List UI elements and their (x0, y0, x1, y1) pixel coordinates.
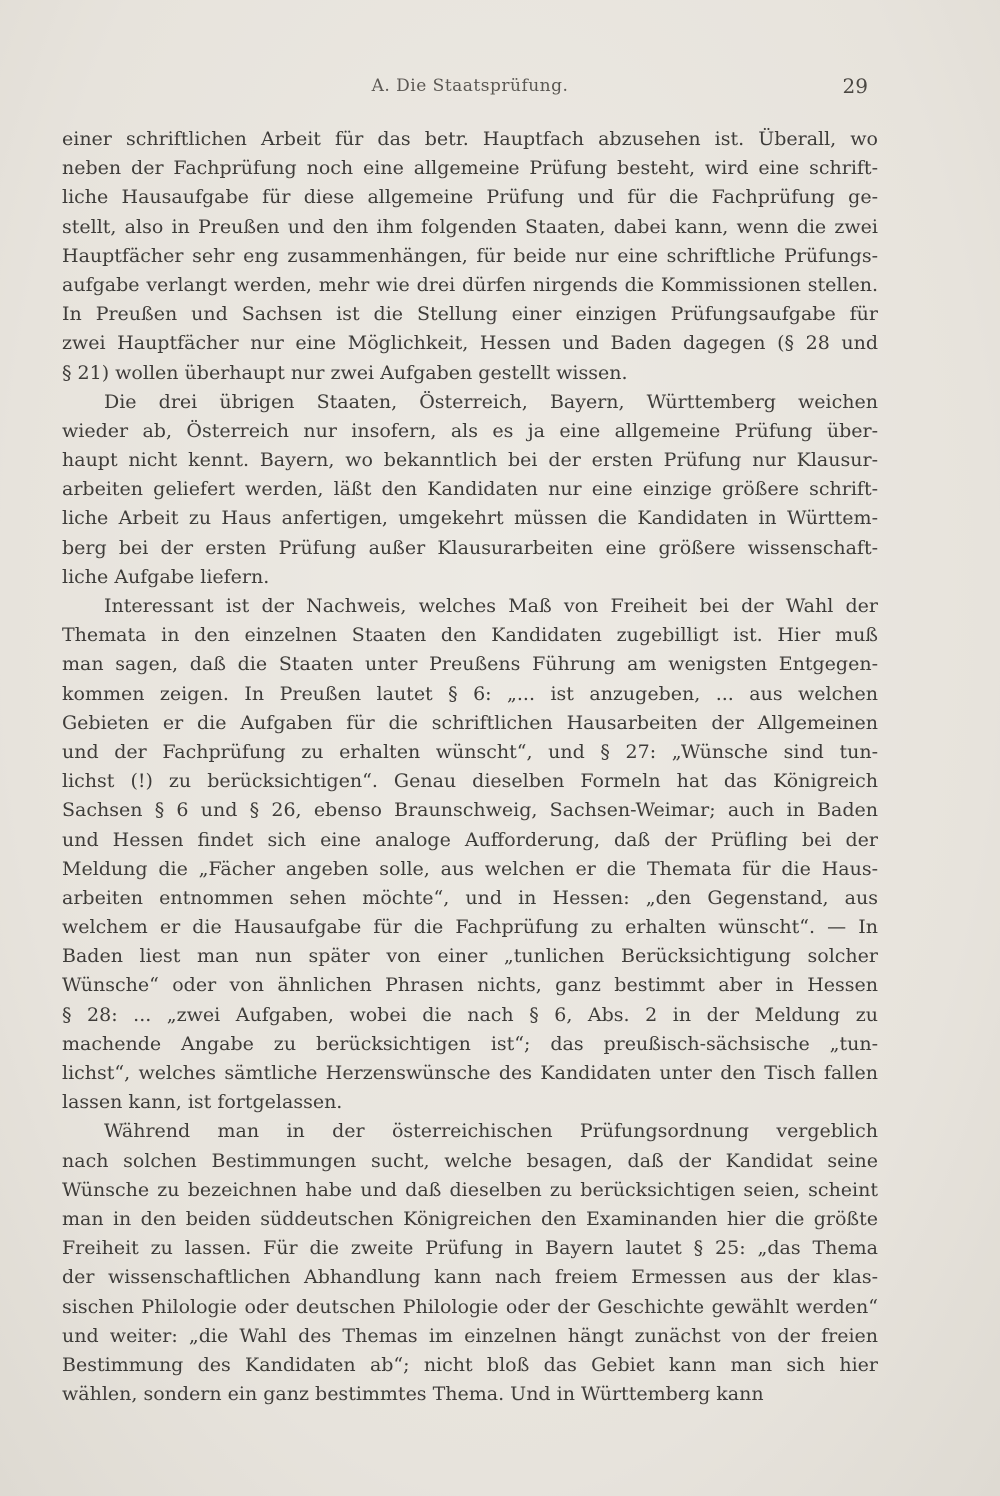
text-line: In Preußen und Sachsen ist die Stellung einer einzigen Prüfungsaufgabe für (62, 303, 878, 326)
text-line: sischen Philologie oder deutschen Philologie oder der Geschichte gewählt werden“ (62, 1295, 878, 1318)
text-line: stellt, also in Preußen und den ihm folgenden Staaten, dabei kann, wenn die zwei (62, 215, 878, 238)
text-line: der wissenschaftlichen Abhandlung kann nach freiem Ermessen aus der klas- (62, 1266, 878, 1289)
paragraph (62, 1117, 878, 1409)
text-line: zwei Hauptfächer nur eine Möglichkeit, Hessen und Baden dagegen (§ 28 und (62, 332, 878, 355)
text-line: lassen kann, ist fortgelassen. (62, 1091, 343, 1114)
text-line: machende Angabe zu berücksichtigen ist“; das preußisch-sächsische „tun- (62, 1032, 878, 1055)
text-line: arbeiten entnommen sehen möchte“, und in Hessen: „den Gegenstand, aus (62, 886, 878, 909)
body-text (62, 125, 878, 1409)
text-line: welchem er die Hausaufgabe für die Fachprüfung zu erhalten wünscht“. — In (62, 916, 878, 939)
text-line: kommen zeigen. In Preußen lautet § 6: „... ist anzugeben, ... aus welchen (62, 682, 878, 705)
text-line: berg bei der ersten Prüfung außer Klausurarbeiten eine größere wissenschaft- (62, 536, 878, 559)
text-line: Themata in den einzelnen Staaten den Kandidaten zugebilligt ist. Hier muß (62, 624, 878, 647)
text-line: Bestimmung des Kandidaten ab“; nicht bloß das Gebiet kann man sich hier (62, 1353, 878, 1376)
text-line: einer schriftlichen Arbeit für das betr. Hauptfach abzusehen ist. Überall, wo (62, 128, 878, 150)
running-title: A. Die Staatsprüfung. (371, 76, 569, 96)
text-line: § 28: ... „zwei Aufgaben, wobei die nach § 6, Abs. 2 in der Meldung zu (62, 1003, 878, 1026)
text-line: aufgabe verlangt werden, mehr wie drei dürfen nirgends die Kommissionen stellen. (62, 273, 878, 296)
text-line: neben der Fachprüfung noch eine allgemeine Prüfung besteht, wird eine schrift- (62, 157, 878, 180)
text-line: Während man in der österreichischen Prüfungsordnung vergeblich (104, 1120, 878, 1143)
text-line: Interessant ist der Nachweis, welches Maß von Freiheit bei der Wahl der (104, 595, 878, 617)
paragraph (62, 125, 878, 388)
text-line: man sagen, daß die Staaten unter Preußens Führung am wenigsten Entgegen- (62, 653, 878, 676)
text-line: lichst“, welches sämtliche Herzenswünsche des Kandidaten unter den Tisch fallen (62, 1062, 878, 1084)
text-line: arbeiten geliefert werden, läßt den Kandidaten nur eine einzige größere schrift- (62, 478, 878, 501)
text-line: wählen, sondern ein ganz bestimmtes Thema. Und in Württemberg kann (62, 1383, 764, 1406)
text-line: und der Fachprüfung zu erhalten wünscht“, und § 27: „Wünsche sind tun- (62, 740, 878, 763)
running-head (62, 76, 878, 104)
text-line: wieder ab, Österreich nur insofern, als es ja eine allgemeine Prüfung über- (62, 419, 878, 442)
paragraph (62, 592, 878, 1117)
paragraph (62, 388, 878, 592)
text-line: und weiter: „die Wahl des Themas im einzelnen hängt zunächst von der freien (62, 1324, 878, 1347)
text-line: Hauptfächer sehr eng zusammenhängen, für beide nur eine schriftliche Prüfungs- (62, 244, 878, 267)
text-line: Wünsche“ oder von ähnlichen Phrasen nichts, ganz bestimmt aber in Hessen (62, 974, 878, 997)
text-line: haupt nicht kennt. Bayern, wo bekanntlich bei der ersten Prüfung nur Klausur- (62, 449, 878, 472)
text-line: Baden liest man nun später von einer „tunlichen Berücksichtigung solcher (62, 945, 878, 968)
text-line: lichst (!) zu berücksichtigen“. Genau dieselben Formeln hat das Königreich (62, 770, 878, 793)
text-line: man in den beiden süddeutschen Königreichen den Examinanden hier die größte (62, 1207, 878, 1230)
text-line: Meldung die „Fächer angeben solle, aus welchen er die Themata für die Haus- (62, 857, 878, 880)
text-line: liche Arbeit zu Haus anfertigen, umgekehrt müssen die Kandidaten in Württem- (62, 507, 878, 530)
text-line: Wünsche zu bezeichnen habe und daß dieselben zu berücksichtigen seien, scheint (62, 1178, 878, 1201)
text-line: liche Hausaufgabe für diese allgemeine Prüfung und für die Fachprüfung ge- (62, 186, 878, 209)
text-line: Freiheit zu lassen. Für die zweite Prüfung in Bayern lautet § 25: „das Thema (62, 1237, 878, 1260)
text-line: nach solchen Bestimmungen sucht, welche besagen, daß der Kandidat seine (62, 1149, 878, 1172)
text-line: Gebieten er die Aufgaben für die schriftlichen Hausarbeiten der Allgemeinen (62, 711, 878, 734)
text-line: Die drei übrigen Staaten, Österreich, Bayern, Württemberg weichen (104, 390, 878, 413)
page-number: 29 (842, 74, 868, 98)
text-line: Sachsen § 6 und § 26, ebenso Braunschweig, Sachsen-Weimar; auch in Baden (62, 799, 878, 822)
text-line: § 21) wollen überhaupt nur zwei Aufgaben gestellt wissen. (62, 361, 628, 384)
text-line: liche Aufgabe liefern. (62, 565, 270, 588)
text-line: und Hessen findet sich eine analoge Aufforderung, daß der Prüfling bei der (62, 828, 878, 851)
